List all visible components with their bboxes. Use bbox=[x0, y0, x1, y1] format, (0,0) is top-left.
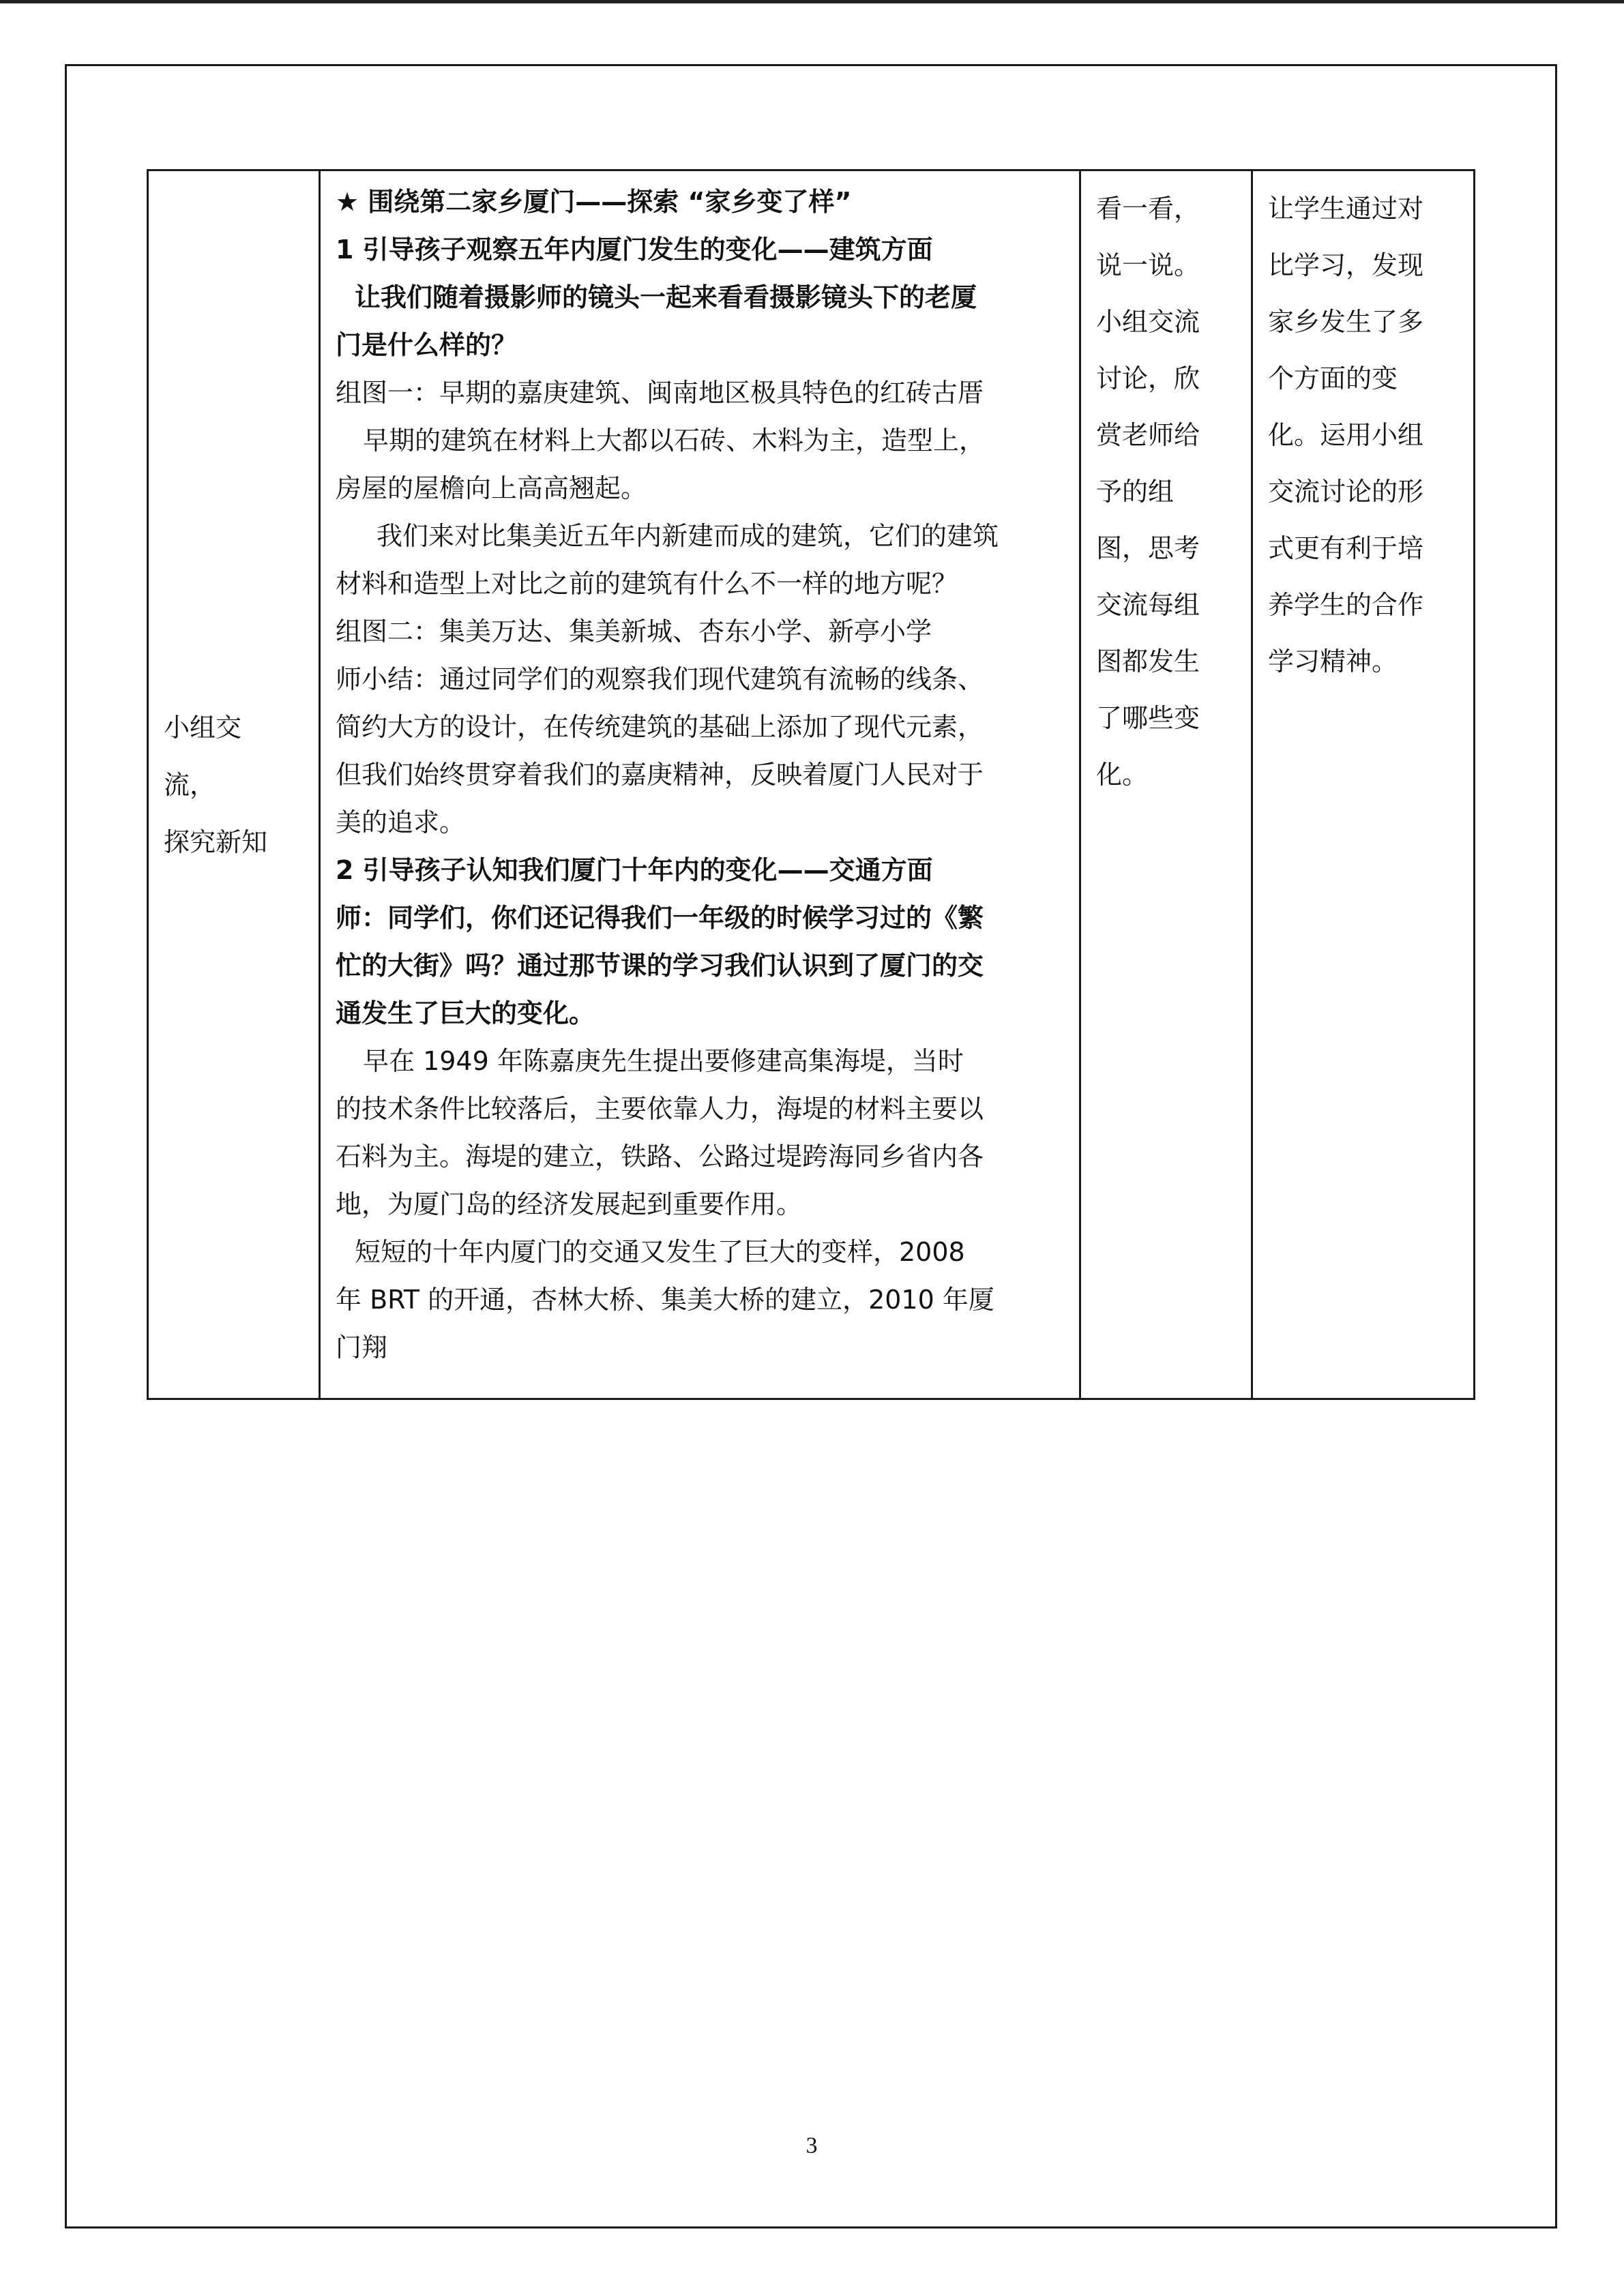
teaching-content bbox=[321, 171, 1079, 1371]
top-border-line bbox=[0, 0, 1624, 3]
content-line: 短短的十年内厦门的交通又发生了巨大的变样，2008 bbox=[355, 1237, 965, 1267]
content-line: 门翔 bbox=[336, 1332, 388, 1362]
stage-label-line: 流， bbox=[164, 769, 216, 800]
student-activity-line: 图，思考 bbox=[1096, 533, 1200, 563]
stage-cell bbox=[148, 170, 320, 1399]
content-line: 早期的建筑在材料上大都以石砖、木料为主，造型上， bbox=[363, 426, 986, 456]
student-activity-line: 说一说。 bbox=[1096, 250, 1200, 280]
student-activity-line: 讨论，欣 bbox=[1096, 363, 1200, 393]
student-activity-line: 予的组 bbox=[1096, 477, 1175, 507]
student-activity-line: 赏老师给 bbox=[1096, 420, 1200, 450]
design-intent-line: 式更有利于培 bbox=[1268, 533, 1424, 563]
content-line: 早在 1949 年陈嘉庚先生提出要修建高集海堤，当时 bbox=[363, 1046, 964, 1076]
stage-label-line: 小组交 bbox=[164, 712, 242, 743]
design-intent-cell bbox=[1252, 170, 1475, 1399]
content-line: 我们来对比集美近五年内新建而成的建筑，它们的建筑 bbox=[377, 521, 999, 551]
content-line: 忙的大街》吗？通过那节课的学习我们认识到了厦门的交 bbox=[336, 951, 984, 981]
design-intent-line: 学习精神。 bbox=[1268, 646, 1398, 676]
student-activity-line: 了哪些变 bbox=[1096, 703, 1200, 733]
content-line: 但我们始终贯穿着我们的嘉庚精神，反映着厦门人民对于 bbox=[336, 760, 984, 790]
content-line: 的技术条件比较落后，主要依靠人力，海堤的材料主要以 bbox=[336, 1094, 984, 1124]
design-intent-line: 化。运用小组 bbox=[1268, 420, 1424, 450]
design-intent-line: 家乡发生了多 bbox=[1268, 307, 1424, 337]
design-intent bbox=[1253, 171, 1473, 690]
lesson-plan-table bbox=[147, 169, 1475, 1400]
content-line: 师小结：通过同学们的观察我们现代建筑有流畅的线条、 bbox=[336, 664, 984, 694]
content-line: 组图一：早期的嘉庚建筑、闽南地区极具特色的红砖古厝 bbox=[336, 378, 984, 408]
content-line: 2 引导孩子认知我们厦门十年内的变化——交通方面 bbox=[336, 855, 933, 885]
design-intent-line: 个方面的变 bbox=[1268, 363, 1398, 393]
student-activity-line: 交流每组 bbox=[1096, 590, 1200, 620]
student-activity-line: 化。 bbox=[1096, 760, 1149, 790]
stage-label-line: 探究新知 bbox=[164, 826, 268, 857]
student-activity-cell bbox=[1080, 170, 1252, 1399]
design-intent-line: 养学生的合作 bbox=[1268, 590, 1424, 620]
content-line: 材料和造型上对比之前的建筑有什么不一样的地方呢？ bbox=[336, 569, 958, 599]
content-line: 地，为厦门岛的经济发展起到重要作用。 bbox=[336, 1189, 803, 1219]
design-intent-line: 比学习，发现 bbox=[1268, 250, 1424, 280]
content-line: ★ 围绕第二家乡厦门——探索 “家乡变了样” bbox=[336, 187, 852, 217]
student-activity-line: 图都发生 bbox=[1096, 646, 1200, 676]
page-number: 3 bbox=[806, 2133, 818, 2158]
content-line: 石料为主。海堤的建立，铁路、公路过堤跨海同乡省内各 bbox=[336, 1142, 984, 1172]
stage-label bbox=[149, 699, 319, 871]
content-line: 通发生了巨大的变化。 bbox=[336, 998, 595, 1028]
content-line: 组图二：集美万达、集美新城、杏东小学、新亭小学 bbox=[336, 616, 932, 646]
content-line: 师：同学们，你们还记得我们一年级的时候学习过的《繁 bbox=[336, 903, 984, 933]
student-activity-line: 看一看， bbox=[1096, 194, 1200, 224]
content-line: 美的追求。 bbox=[336, 807, 466, 837]
table-row bbox=[148, 170, 1475, 1399]
design-intent-line: 交流讨论的形 bbox=[1268, 477, 1424, 507]
student-activity-line: 小组交流 bbox=[1096, 307, 1200, 337]
content-line: 1 引导孩子观察五年内厦门发生的变化——建筑方面 bbox=[336, 235, 933, 265]
student-activity bbox=[1081, 171, 1251, 803]
content-line: 简约大方的设计，在传统建筑的基础上添加了现代元素， bbox=[336, 712, 984, 742]
content-line: 门是什么样的？ bbox=[336, 330, 518, 360]
content-line: 房屋的屋檐向上高高翘起。 bbox=[336, 473, 647, 503]
design-intent-line: 让学生通过对 bbox=[1268, 194, 1424, 224]
content-line: 让我们随着摄影师的镜头一起来看看摄影镜头下的老厦 bbox=[355, 282, 977, 312]
content-cell bbox=[320, 170, 1080, 1399]
content-line: 年 BRT 的开通，杏林大桥、集美大桥的建立，2010 年厦 bbox=[336, 1285, 994, 1315]
